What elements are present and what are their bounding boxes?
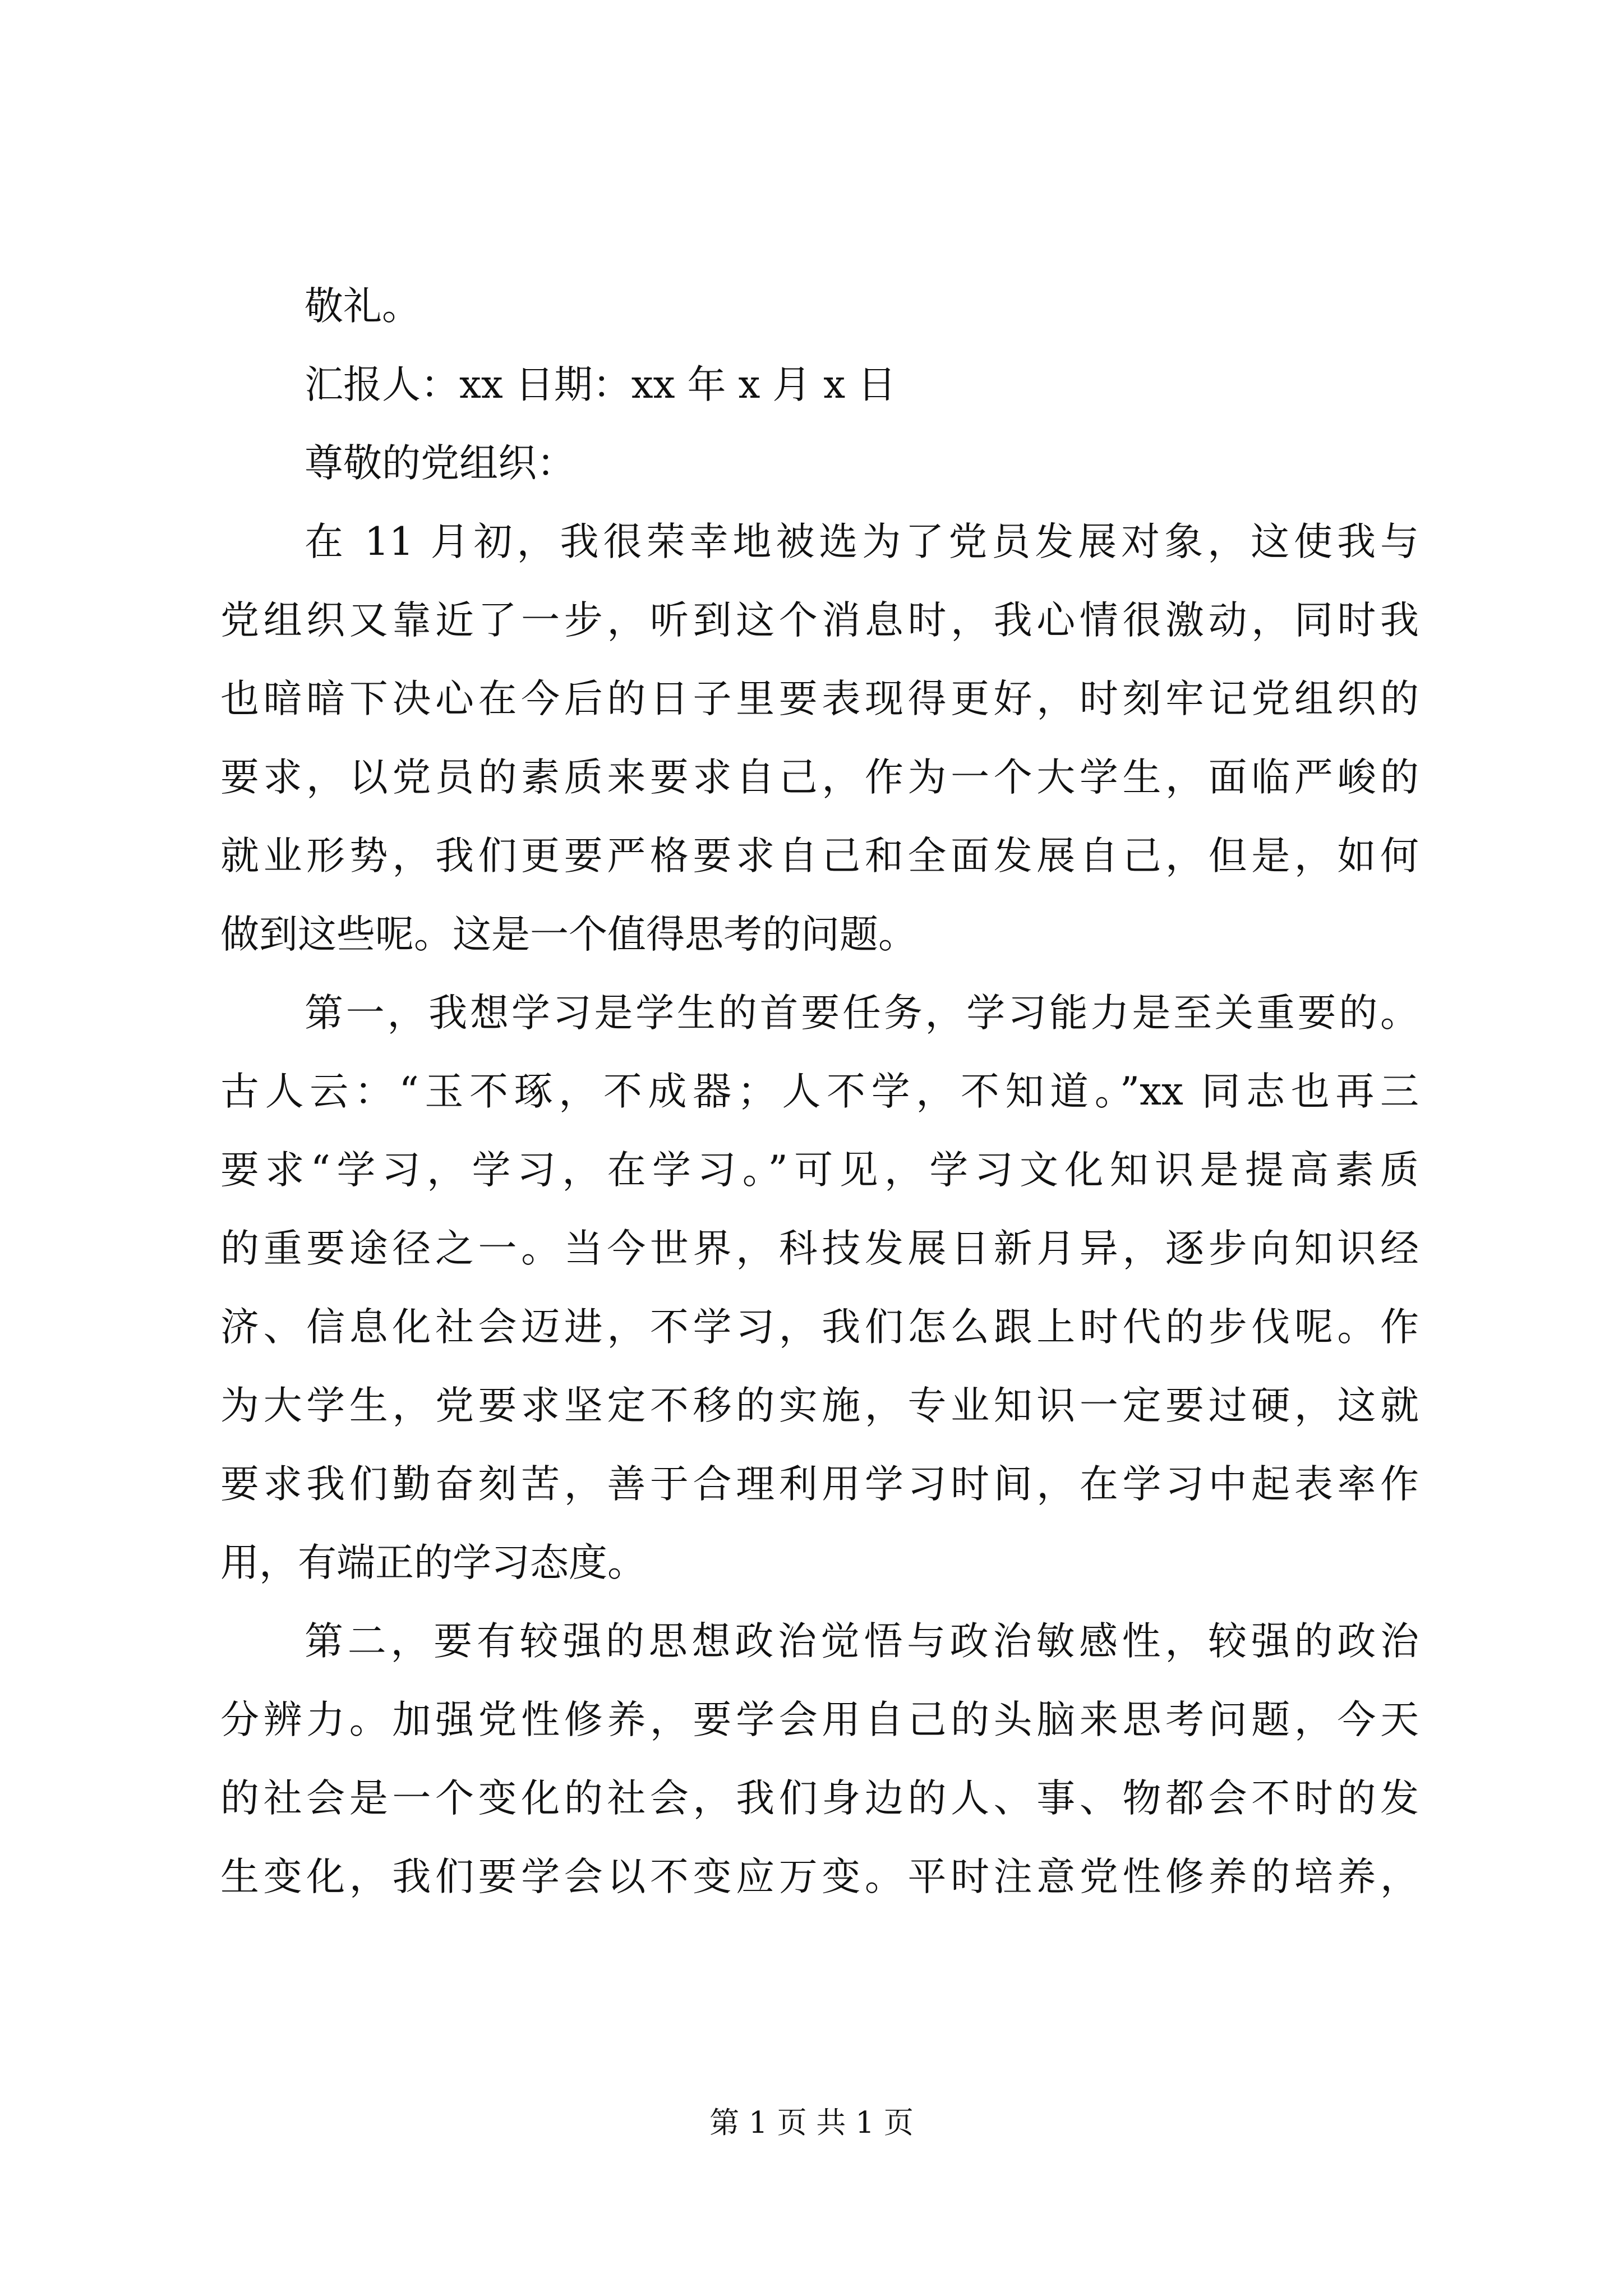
page-number-footer: 第 1 页 共 1 页 [709,2106,914,2140]
paragraph-line: 党组织又靠近了一步，听到这个消息时，我心情很激动，同时我 [220,598,1419,643]
paragraph-line: 的社会是一个变化的社会，我们身边的人、事、物都会不时的发 [220,1776,1419,1821]
closing-salute: 敬礼。 [305,284,421,329]
paragraph-line: 做到这些呢。这是一个值得思考的问题。 [220,912,917,957]
paragraph-line: 用，有端正的学习态度。 [220,1540,646,1585]
paragraph-line: 也暗暗下决心在今后的日子里要表现得更好，时刻牢记党组织的 [220,677,1419,721]
paragraph-line: 的重要途径之一。当今世界，科技发展日新月异，逐步向知识经 [220,1226,1419,1271]
paragraph-line: 古人云：“玉不琢，不成器；人不学，不知道。”xx 同志也再三 [220,1069,1419,1114]
paragraph-line: 生变化，我们要学会以不变应万变。平时注意党性修养的培养， [220,1855,1419,1899]
paragraph-line: 第二，要有较强的思想政治觉悟与政治敏感性，较强的政治 [305,1619,1419,1664]
paragraph-line: 要求，以党员的素质来要求自己，作为一个大学生，面临严峻的 [220,755,1419,800]
salutation: 尊敬的党组织： [305,441,575,486]
paragraph-line: 要求我们勤奋刻苦，善于合理利用学习时间，在学习中起表率作 [220,1462,1419,1507]
paragraph-line: 分辨力。加强党性修养，要学会用自己的头脑来思考问题，今天 [220,1697,1419,1742]
paragraph-line: 在 11 月初，我很荣幸地被选为了党员发展对象，这使我与 [305,519,1419,564]
paragraph-line: 就业形势，我们更要严格要求自己和全面发展自己，但是，如何 [220,834,1419,878]
paragraph-line: 第一，我想学习是学生的首要任务，学习能力是至关重要的。 [305,991,1419,1036]
paragraph-line: 为大学生，党要求坚定不移的实施，专业知识一定要过硬，这就 [220,1383,1419,1428]
paragraph-line: 要求“学习，学习，在学习。”可见，学习文化知识是提高素质 [220,1148,1419,1193]
reporter-date-line: 汇报人：xx 日期：xx 年 x 月 x 日 [305,362,897,407]
paragraph-line: 济、信息化社会迈进，不学习，我们怎么跟上时代的步伐呢。作 [220,1305,1419,1350]
